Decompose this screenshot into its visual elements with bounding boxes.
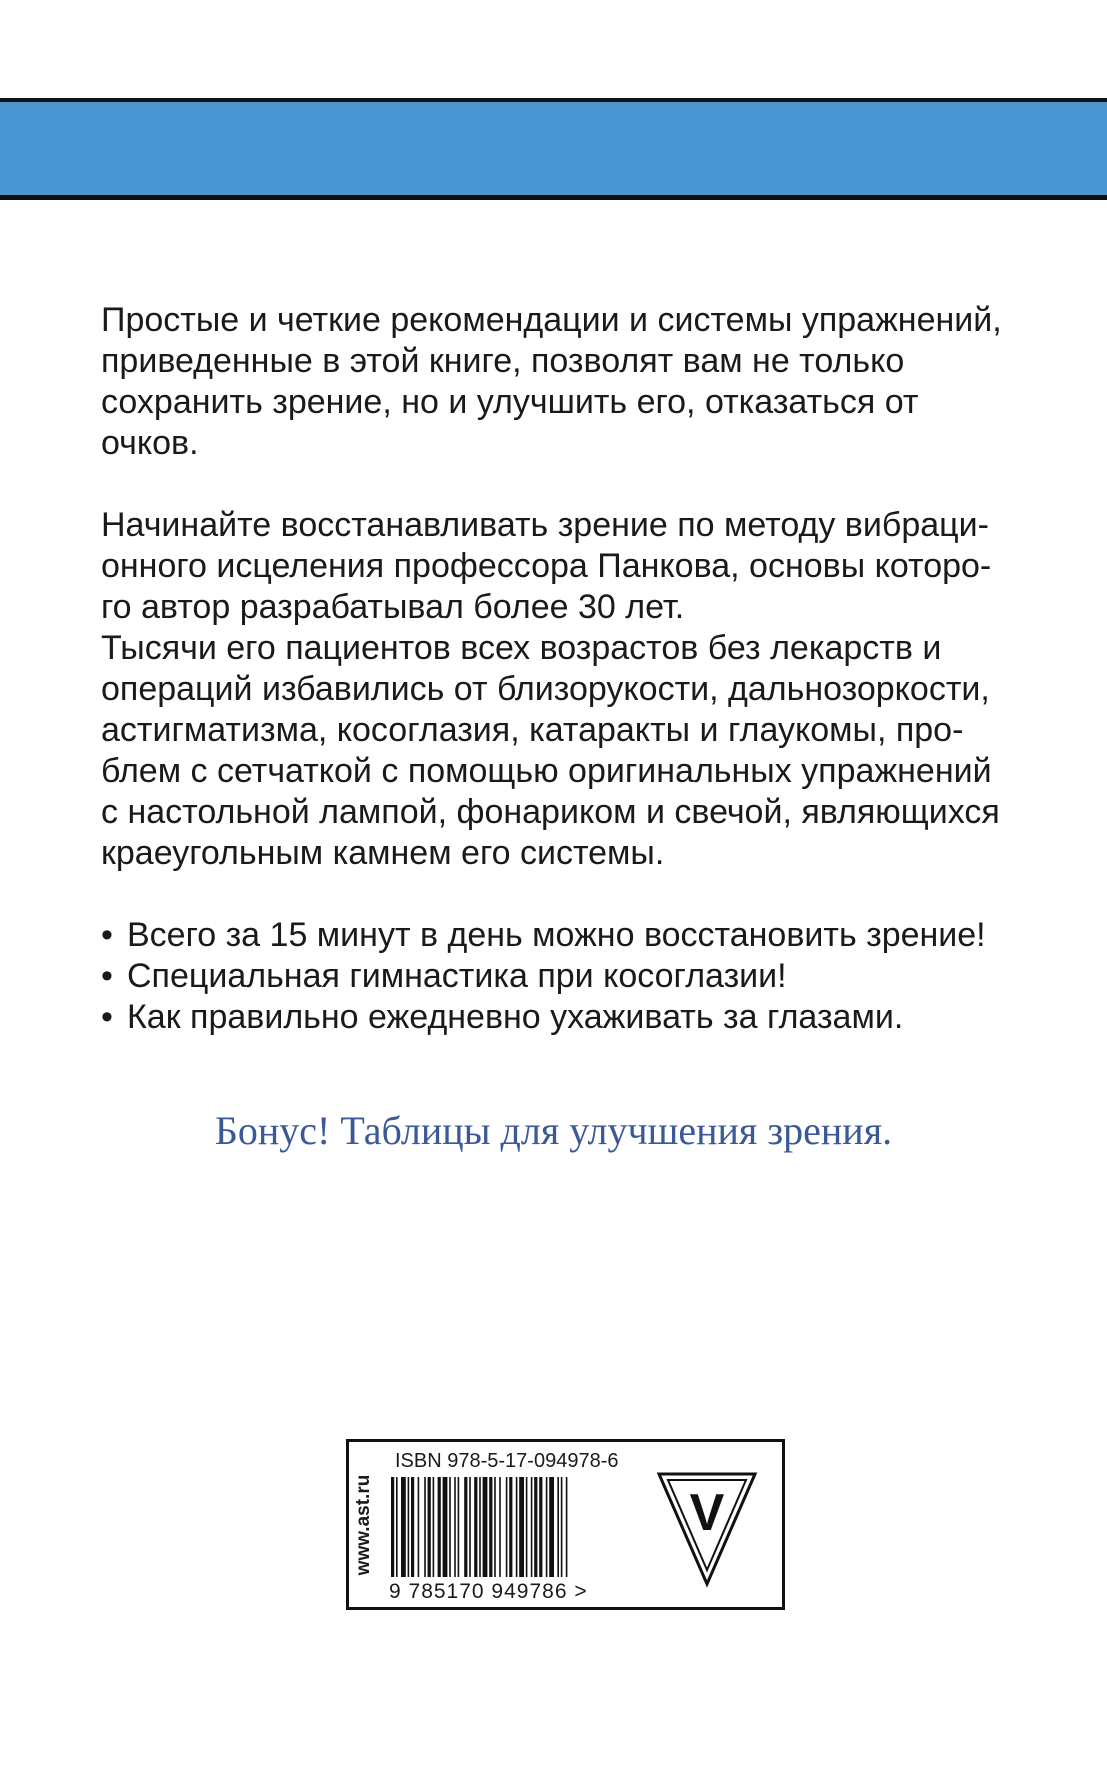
barcode-bar: [566, 1477, 568, 1577]
barcode-bar: [418, 1477, 420, 1577]
top-color-band: [0, 98, 1107, 200]
bonus-headline: Бонус! Таблицы для улучшения зрения.: [214, 1108, 893, 1153]
barcode-bar: [483, 1477, 488, 1577]
barcode-bar: [526, 1477, 528, 1577]
publisher-logo-letter: V: [689, 1484, 725, 1542]
bullet-text: Специальная гимнастика при косоглазии!: [127, 957, 787, 995]
isbn-label: ISBN 978-5-17-094978-6: [395, 1450, 619, 1472]
barcode-box: [346, 1439, 785, 1610]
intro-paragraph: [101, 300, 1041, 464]
inverted-triangle-icon: [655, 1470, 759, 1588]
benefits-list: [101, 915, 1041, 1038]
barcode-bar: [464, 1477, 467, 1577]
barcode-bar: [549, 1477, 554, 1577]
bullet-dot: •: [101, 957, 113, 995]
patients-paragraph: [101, 628, 1041, 874]
intro-line: сохранить зрение, но и улучшить его, отказаться от: [101, 383, 919, 421]
intro-line: Простые и четкие рекомендации и системы упражнений,: [101, 301, 1002, 339]
barcode-bar: [391, 1477, 394, 1577]
barcode-bar: [443, 1477, 448, 1577]
bullet-dot: •: [101, 916, 113, 954]
list-item: [101, 915, 1041, 956]
barcode-bar: [474, 1477, 477, 1577]
barcode-bar: [489, 1477, 492, 1577]
barcode-bar: [408, 1477, 410, 1577]
barcode-bar: [458, 1477, 460, 1577]
barcode-bar: [411, 1477, 414, 1577]
barcode-bar: [531, 1477, 533, 1577]
barcode-bar: [494, 1477, 496, 1577]
intro-line: очков.: [101, 424, 199, 462]
barcode-bar: [433, 1477, 435, 1577]
list-item: [101, 956, 1041, 997]
publisher-url: [353, 1446, 375, 1604]
patients-line: операций избавились от близорукости, дальнозоркости,: [101, 670, 990, 708]
barcode-bar: [469, 1477, 471, 1577]
intro-line: приведенные в этой книге, позволят вам не только: [101, 342, 905, 380]
barcode-bar: [479, 1477, 481, 1577]
barcode-bar: [424, 1477, 426, 1577]
barcode-bar: [519, 1477, 524, 1577]
barcode-bar: [449, 1477, 451, 1577]
barcode-bar: [557, 1477, 559, 1577]
method-line: онного исцеления профессора Панкова, основы которо-: [101, 547, 992, 585]
description-block: [101, 300, 1041, 1038]
bullet-dot: •: [101, 998, 113, 1036]
patients-line: астигматизма, косоглазия, катаракты и глаукомы, про-: [101, 711, 964, 749]
barcode-bar: [539, 1477, 542, 1577]
patients-line: краеугольным камнем его системы.: [101, 834, 665, 872]
barcode-bar: [401, 1477, 406, 1577]
barcode-digits: 9 785170 949786 >: [389, 1580, 588, 1603]
barcode-bar: [506, 1477, 508, 1577]
list-item: [101, 997, 1041, 1038]
method-line: Начинайте восстанавливать зрение по методу вибраци-: [101, 506, 989, 544]
patients-line: блем с сетчаткой с помощью оригинальных упражнений: [101, 752, 992, 790]
method-line: го автор разрабатывал более 30 лет.: [101, 588, 685, 626]
publisher-url-text: www.ast.ru: [353, 1474, 374, 1576]
barcode-bar: [561, 1477, 563, 1577]
bullet-text: Как правильно ежедневно ухаживать за глазами.: [127, 998, 904, 1036]
barcode: [391, 1477, 621, 1577]
patients-line: Тысячи его пациентов всех возрастов без лекарств и: [101, 629, 942, 667]
barcode-bar: [396, 1477, 398, 1577]
barcode-bar: [438, 1477, 441, 1577]
barcode-bar: [546, 1477, 548, 1577]
barcode-bar: [454, 1477, 456, 1577]
bullet-text: Всего за 15 минут в день можно восстановить зрение!: [127, 916, 986, 954]
patients-line: с настольной лампой, фонариком и свечой, являющихся: [101, 793, 1000, 831]
barcode-bar: [534, 1477, 537, 1577]
method-paragraph: [101, 505, 1041, 628]
barcode-bar: [428, 1477, 431, 1577]
barcode-bar: [516, 1477, 518, 1577]
barcode-bar: [509, 1477, 512, 1577]
barcode-bar: [499, 1477, 501, 1577]
